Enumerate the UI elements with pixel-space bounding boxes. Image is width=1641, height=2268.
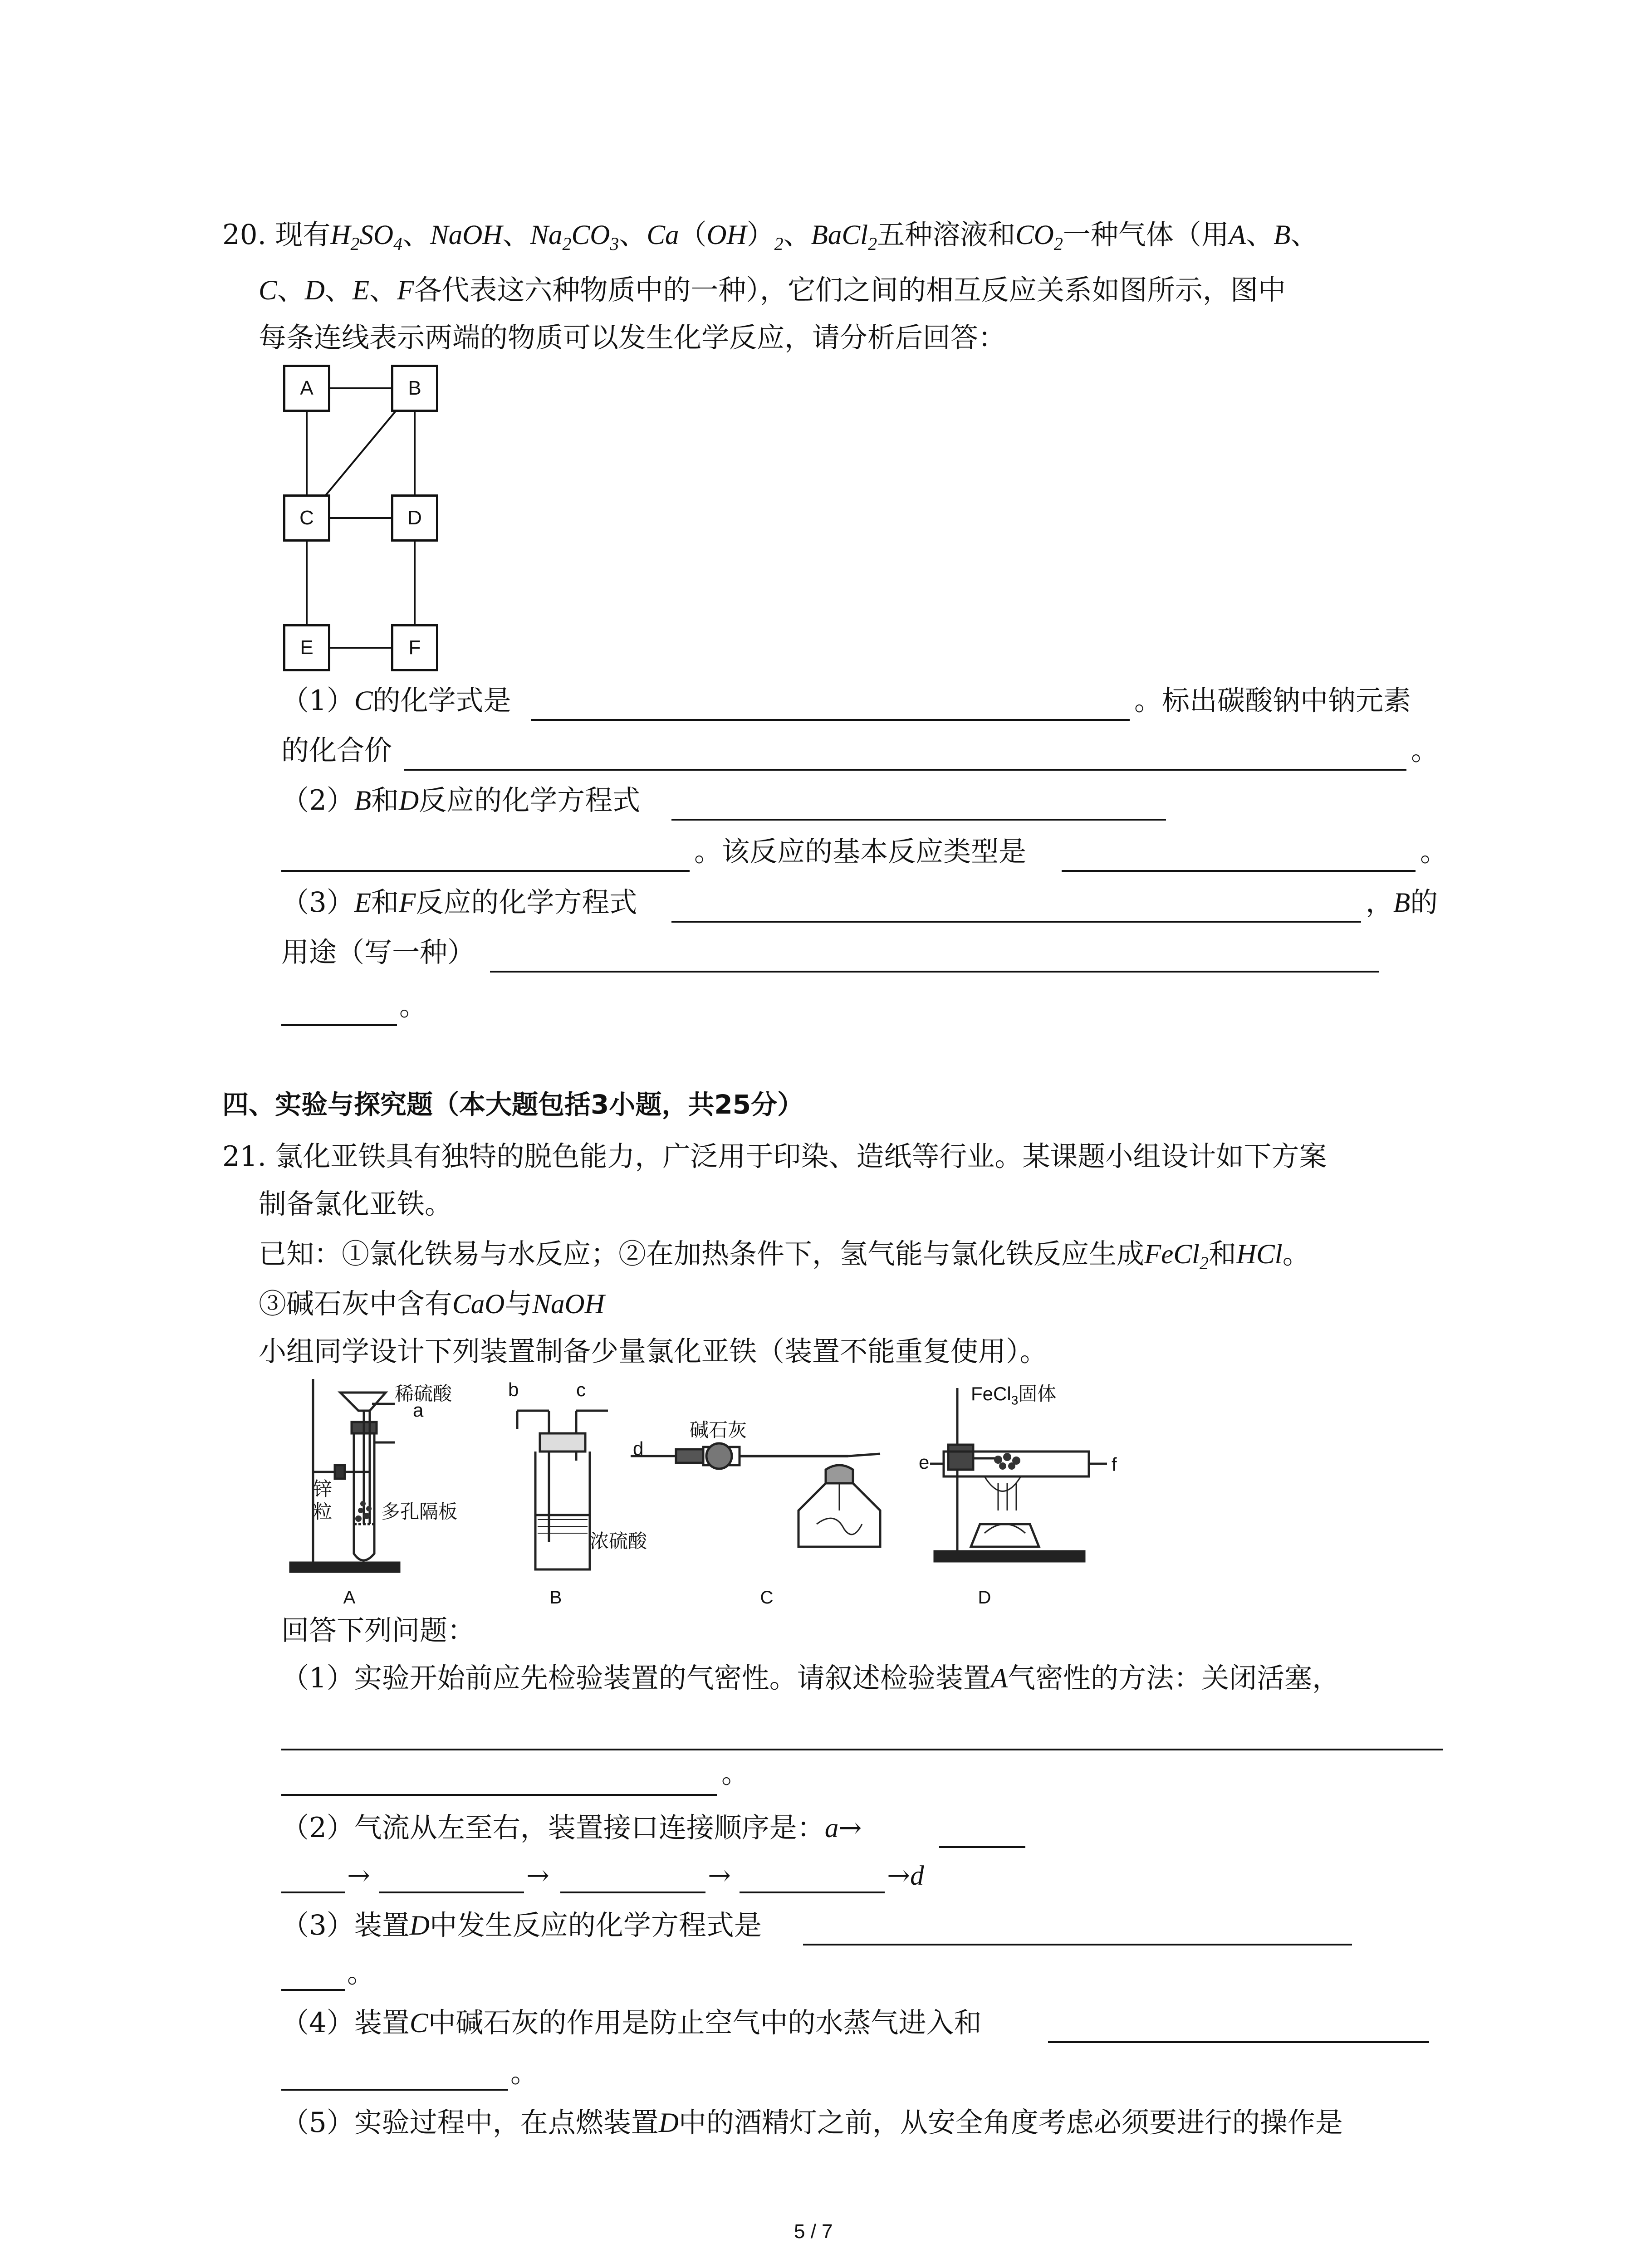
text-run: 气密性的方法：关闭活塞， — [1008, 1662, 1340, 1694]
q20-part3-usage: 用途（写一种） — [281, 936, 475, 968]
text-run: 4 — [393, 234, 403, 254]
caption-c: C — [760, 1588, 774, 1608]
q21-sub1-prompt — [281, 1660, 1340, 1697]
answer-blank[interactable] — [1062, 870, 1416, 872]
text-run: 与 — [505, 1288, 533, 1320]
node-f: F — [391, 624, 438, 671]
text-run: （3） — [281, 886, 354, 919]
text-run: 、 — [324, 274, 353, 306]
q21-sub3-prompt — [281, 1907, 762, 1944]
text-run: B — [1274, 220, 1291, 250]
text-run: 2 — [1200, 1253, 1209, 1274]
answer-blank[interactable] — [490, 971, 1379, 973]
caption-d: D — [978, 1588, 991, 1608]
answer-blank[interactable] — [281, 1749, 1443, 1750]
text-run: 的化学式是 — [372, 684, 511, 717]
text-run: 反应的化学方程式 — [416, 886, 637, 919]
caption-a: A — [343, 1588, 356, 1608]
text-run: B — [1393, 888, 1411, 918]
text-run: HCl — [1236, 1239, 1283, 1270]
node-a: A — [283, 365, 330, 412]
text-run: 、 — [502, 219, 530, 251]
q21-design: 小组同学设计下列装置制备少量氯化亚铁（装置不能重复使用）。 — [259, 1335, 1048, 1368]
period: 。 — [1411, 734, 1439, 767]
text-run: E — [352, 275, 370, 306]
text-run: 和 — [371, 784, 399, 816]
label-port-e: e — [919, 1452, 930, 1473]
answer-blank[interactable] — [531, 719, 1130, 721]
text-run: D — [409, 1911, 430, 1941]
page-number: 5 / 7 — [794, 2220, 833, 2243]
answer-blank[interactable] — [1048, 2041, 1429, 2043]
text-run: Ca — [647, 220, 679, 250]
text-run: 、 — [619, 219, 647, 251]
text-run: （ — [679, 219, 707, 251]
answer-blank[interactable] — [803, 1944, 1352, 1945]
text-run: ③碱石灰中含有 — [259, 1288, 453, 1320]
text-run: 2 — [868, 234, 877, 254]
text-run: 中的酒精灯之前，从安全角度考虑必须要进行的操作是 — [678, 2107, 1343, 2139]
text-run: （2）气流从左至右，装置接口连接顺序是： — [281, 1812, 825, 1844]
text-run: C — [259, 275, 277, 306]
q21-sub5-prompt — [281, 2105, 1343, 2141]
label-port-f: f — [1112, 1454, 1117, 1475]
text-run: ） — [746, 219, 774, 251]
text-run: 、 — [402, 219, 431, 251]
label-port-b: b — [508, 1379, 519, 1400]
arrow: → — [708, 1859, 731, 1892]
section-heading: 四、实验与探究题（本大题包括3小题，共25分） — [222, 1089, 804, 1120]
text-run: 2 — [774, 234, 784, 254]
q20-part1-valence: 的化合价 — [281, 734, 392, 767]
q21-answer-intro: 回答下列问题： — [281, 1614, 475, 1647]
period: 。 — [1420, 836, 1448, 868]
caption-b: B — [549, 1588, 562, 1608]
text-run: D — [658, 2108, 679, 2138]
period: 。 — [399, 990, 427, 1022]
text-run: （1）实验开始前应先检验装置的气密性。请叙述检验装置 — [281, 1662, 991, 1694]
text-run: D — [399, 786, 419, 816]
text-run: E — [354, 888, 372, 918]
node-b: B — [391, 365, 438, 412]
node-d: D — [391, 494, 438, 542]
text-run: NaOH — [532, 1289, 605, 1320]
text-run: F — [399, 888, 416, 918]
q21-line2: 制备氯化亚铁。 — [259, 1188, 453, 1220]
q20-line3: 每条连线表示两端的物质可以发生化学反应，请分析后回答： — [259, 322, 1006, 354]
q20-part1-tail: 。标出碳酸钠中钠元素 — [1134, 684, 1411, 717]
q21-line1: 21. 氯化亚铁具有独特的脱色能力，广泛用于印染、造纸等行业。某课题小组设计如下方案 — [222, 1140, 1327, 1173]
answer-blank[interactable] — [671, 921, 1361, 923]
period: 。 — [347, 1957, 375, 1989]
text-run: NaOH — [430, 220, 503, 250]
period: 。 — [721, 1757, 749, 1789]
text-run: 、 — [783, 219, 811, 251]
label-port-d: d — [633, 1438, 644, 1459]
text-run: C — [354, 686, 373, 716]
q21-sub2-prompt — [281, 1810, 862, 1847]
answer-blank[interactable] — [560, 1892, 705, 1893]
text-run: B — [354, 786, 372, 816]
text-run: 3 — [610, 234, 619, 254]
text-run: C — [409, 2008, 428, 2038]
text-run: 、 — [277, 274, 305, 306]
answer-blank[interactable] — [281, 1794, 717, 1796]
text-run: OH — [706, 220, 747, 250]
label-zinc1: 锌 — [313, 1478, 333, 1500]
text-run: 、 — [369, 274, 397, 306]
q20-part2-prompt — [281, 782, 640, 819]
label-fecl3-solid — [971, 1379, 1056, 1408]
text-run: （1） — [281, 684, 354, 717]
label-zinc2: 粒 — [313, 1501, 333, 1522]
text-run: A — [1229, 220, 1246, 250]
text-run: 已知：①氯化铁易与水反应；②在加热条件下，氢气能与氯化铁反应生成 — [259, 1238, 1145, 1270]
answer-blank[interactable] — [281, 870, 690, 872]
text-run: 的 — [1410, 886, 1438, 919]
q20-part2-type: 。该反应的基本反应类型是 — [694, 836, 1027, 868]
text-run: （5）实验过程中，在点燃装置 — [281, 2107, 659, 2139]
text-run: 2 — [350, 234, 360, 254]
period: 。 — [510, 2057, 539, 2089]
answer-blank[interactable] — [404, 769, 1406, 771]
text-run: FeCl — [1144, 1239, 1200, 1270]
apparatus-a-drawing — [286, 1374, 422, 1588]
answer-blank[interactable] — [281, 1892, 345, 1893]
text-run: CaO — [452, 1289, 505, 1320]
q20-part1-prompt — [281, 683, 511, 719]
fecl3-formula: FeCl — [971, 1383, 1011, 1404]
apparatus-c-drawing — [626, 1411, 921, 1569]
fecl3-solid-word: 固体 — [1018, 1383, 1057, 1404]
q21-known1 — [259, 1236, 1310, 1281]
text-run: 2 — [562, 234, 572, 254]
node-c: C — [283, 494, 330, 542]
label-port-a: a — [413, 1399, 424, 1421]
answer-blank[interactable] — [379, 1892, 524, 1893]
text-run: （2） — [281, 784, 354, 816]
text-run: → — [887, 1859, 911, 1892]
fecl3-subscript: 3 — [1011, 1393, 1019, 1408]
text-run: 2 — [1053, 234, 1063, 254]
text-run: D — [304, 275, 325, 306]
text-run: A — [990, 1663, 1008, 1694]
node-e: E — [283, 624, 330, 671]
answer-blank[interactable] — [281, 2089, 508, 2091]
text-run: 中发生反应的化学方程式是 — [429, 1909, 762, 1941]
q20-line2 — [259, 272, 1286, 309]
answer-blank[interactable] — [281, 1989, 345, 1991]
text-run: a — [824, 1813, 839, 1843]
text-run: 反应的化学方程式 — [419, 784, 641, 816]
text-run: BaCl — [811, 220, 868, 250]
text-run: （3）装置 — [281, 1909, 410, 1941]
q20-line1 — [222, 217, 1318, 262]
text-run: H — [330, 220, 351, 250]
text-run: 各代表这六种物质中的一种），它们之间的相互反应关系如图所示，图中 — [414, 274, 1286, 306]
answer-blank[interactable] — [740, 1892, 885, 1893]
text-run: → — [838, 1812, 862, 1844]
text-run: （4）装置 — [281, 2007, 410, 2039]
q20-part3-prompt — [281, 885, 637, 921]
text-run: 、 — [1290, 219, 1318, 251]
text-run: F — [397, 275, 414, 306]
label-porous-plate: 多孔隔板 — [381, 1501, 458, 1522]
text-run: CO — [571, 220, 610, 250]
q20-part3-tail — [1366, 885, 1438, 921]
text-run: CO — [1015, 220, 1054, 250]
label-port-c: c — [576, 1379, 586, 1400]
arrow: → — [347, 1859, 371, 1892]
text-run: 、 — [1246, 219, 1274, 251]
text-run: 一种气体（用 — [1063, 219, 1229, 251]
label-dilute-acid: 稀硫酸 — [395, 1383, 452, 1404]
text-run: 中碱石灰的作用是防止空气中的水蒸气进入和 — [428, 2007, 982, 2039]
text-run: 和 — [371, 886, 399, 919]
label-soda-lime: 碱石灰 — [690, 1419, 747, 1441]
q21-known2 — [259, 1286, 605, 1323]
text-run: 五种溶液和 — [877, 219, 1016, 251]
answer-blank[interactable] — [939, 1846, 1025, 1848]
q21-sub4-prompt — [281, 2005, 982, 2042]
arrow: → — [526, 1859, 550, 1892]
label-conc-acid: 浓硫酸 — [590, 1530, 647, 1552]
answer-blank[interactable] — [281, 1024, 397, 1026]
text-run: ， — [1366, 886, 1394, 919]
text-run: Na — [530, 220, 563, 250]
text-run: 和 — [1209, 1238, 1237, 1270]
q21-sub2-tail — [887, 1857, 924, 1894]
text-run: 20. 现有 — [222, 219, 331, 251]
text-run: 。 — [1282, 1238, 1310, 1270]
apparatus-d-drawing — [921, 1379, 1130, 1574]
answer-blank[interactable] — [671, 819, 1166, 821]
text-run: SO — [359, 220, 394, 250]
text-run: d — [910, 1861, 924, 1891]
